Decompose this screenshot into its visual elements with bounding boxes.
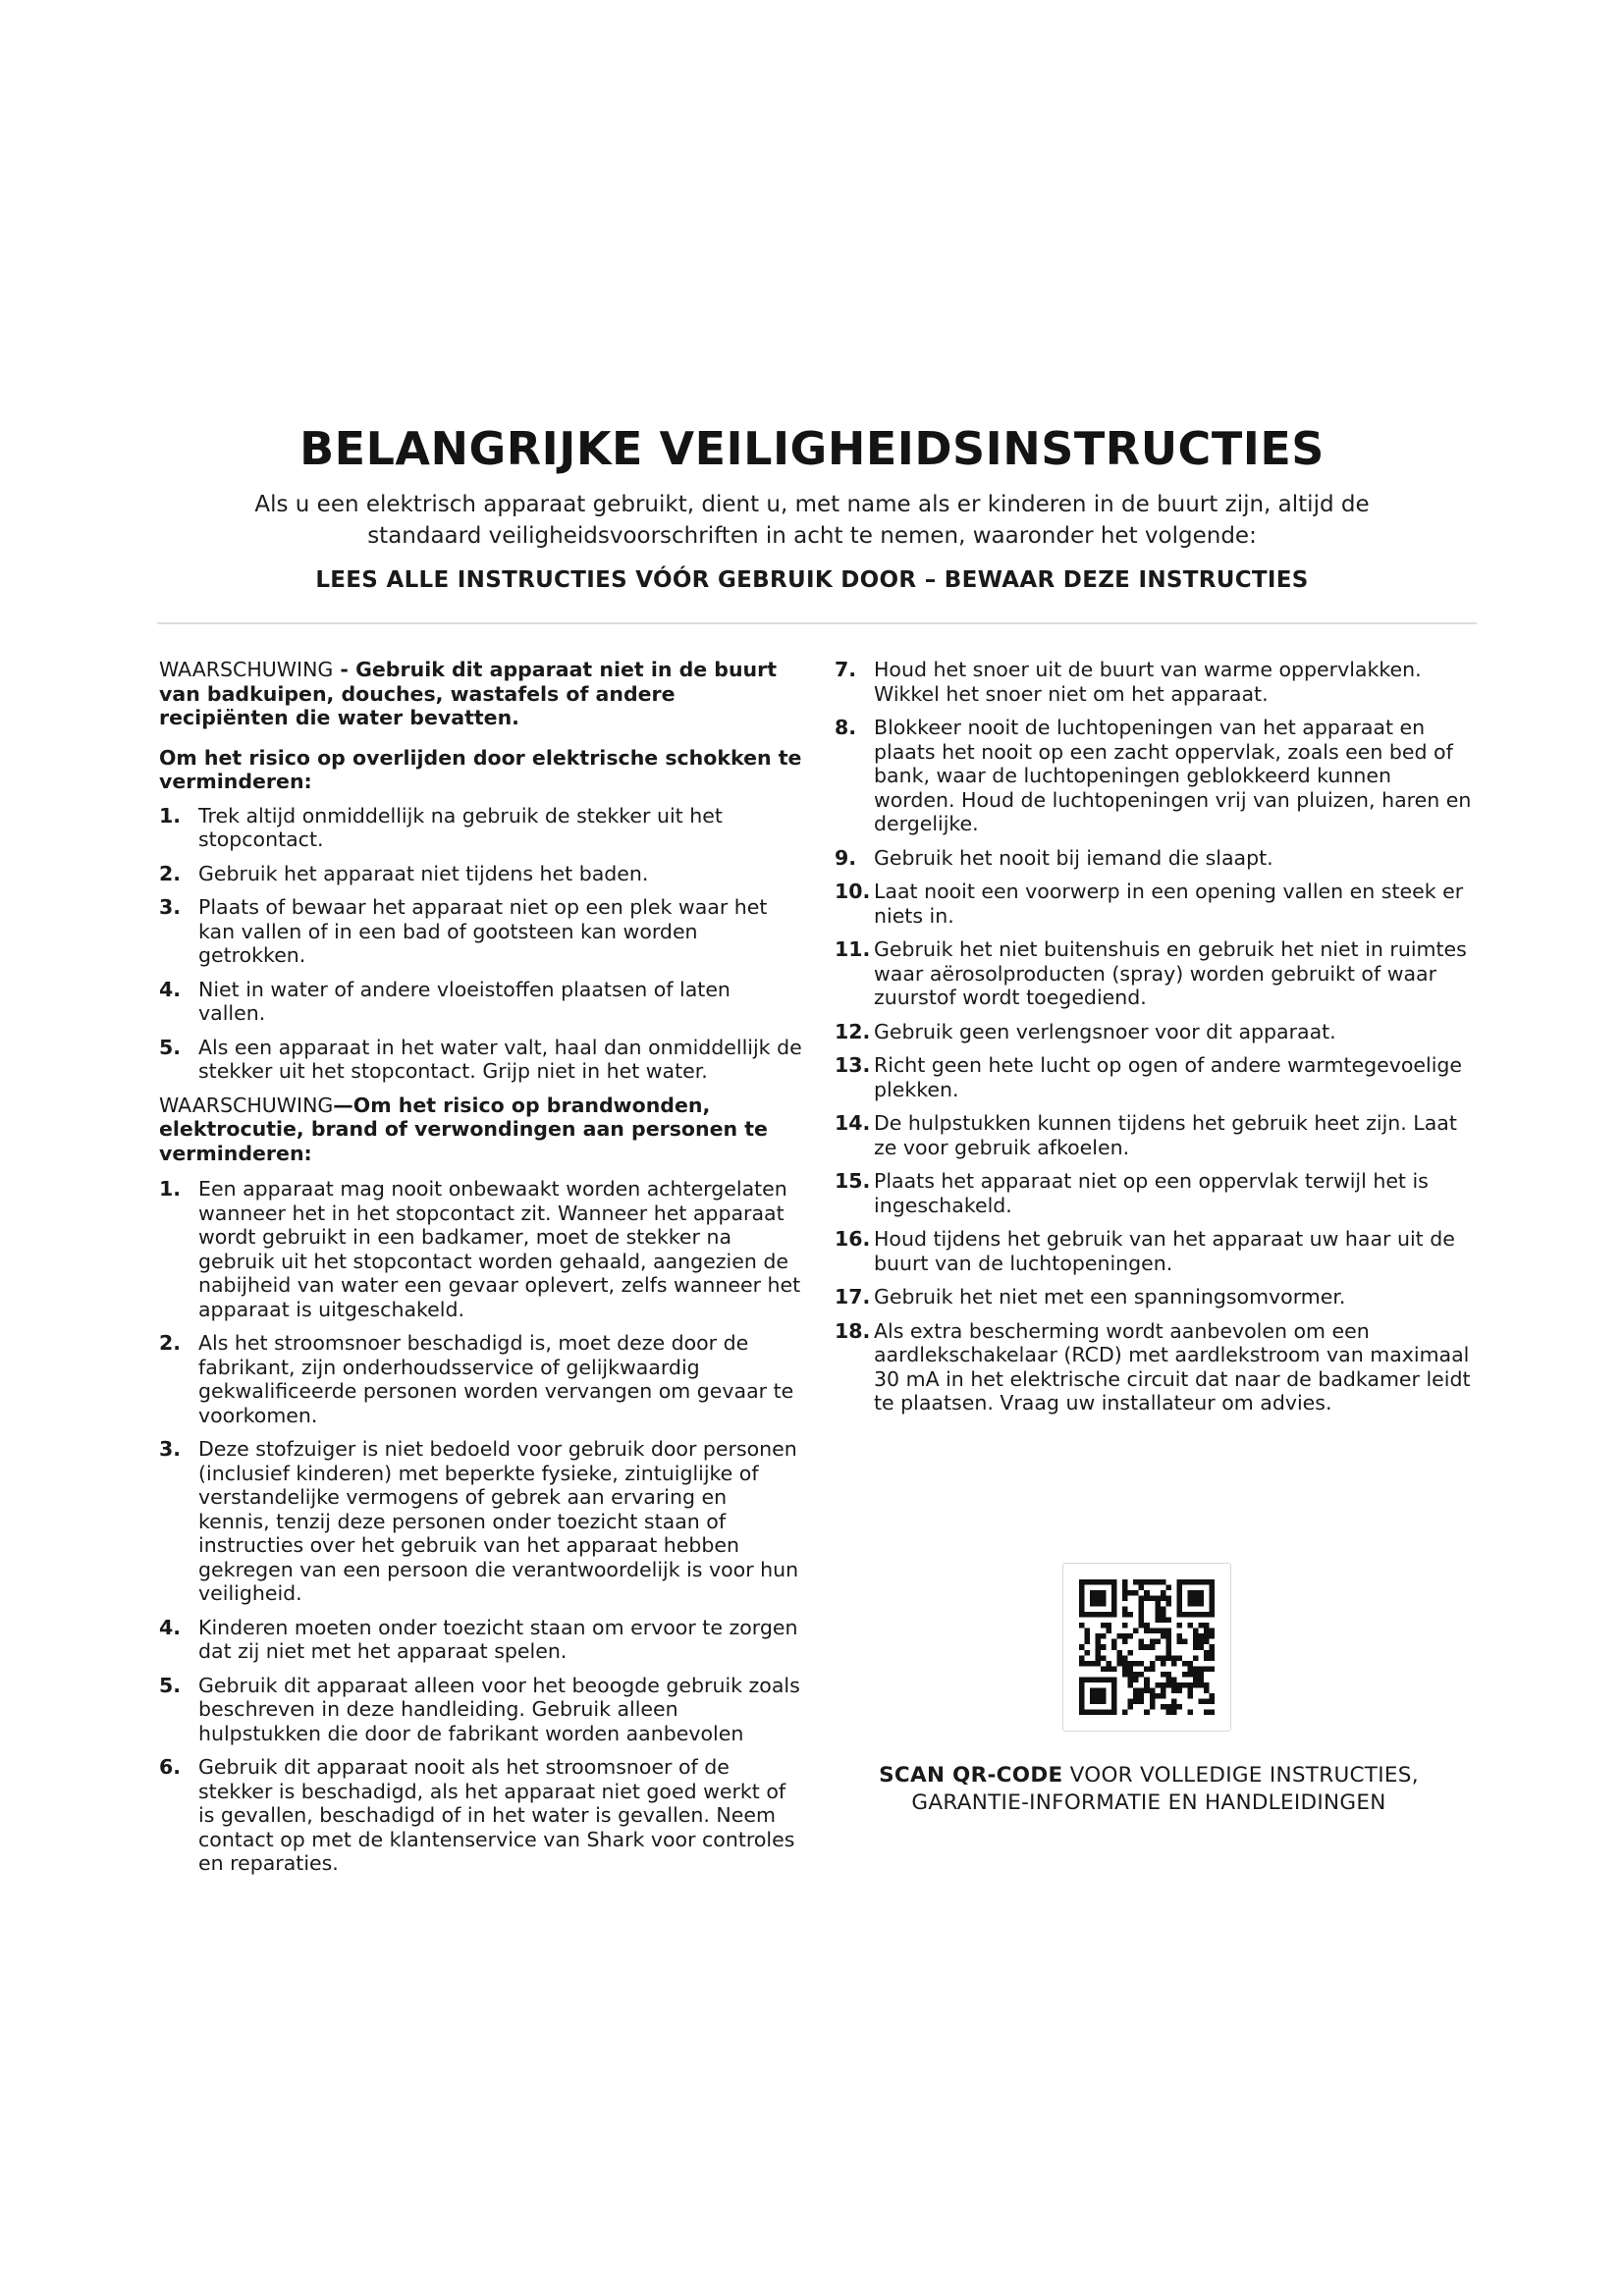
list-item <box>835 937 1473 1010</box>
item-text: Kinderen moeten onder toezicht staan om ervoor te zorgen dat zij niet met het apparaat spelen. <box>198 1615 798 1663</box>
item-number: 9. <box>835 845 857 870</box>
shock-list <box>159 804 803 1084</box>
item-number: 17. <box>835 1285 871 1308</box>
item-text: Een apparaat mag nooit onbewaakt worden achtergelaten wanneer het in het stopcontact zit. Wanneer het apparaat wordt gebruikt in een badkamer, moet de stekker na gebruik uit het stopcontact worden gehaald, aangezien de nabijheid van water een gevaar oplevert, zelfs wanneer het apparaat is uitgeschakeld. <box>198 1177 801 1321</box>
item-number: 18. <box>835 1318 871 1343</box>
list-item <box>835 1020 1473 1044</box>
instructions-list-right <box>835 658 1473 1415</box>
item-number: 3. <box>159 895 182 919</box>
item-number: 4. <box>159 977 182 1001</box>
list-item <box>835 846 1473 871</box>
item-text: Plaats het apparaat niet op een oppervlak terwijl het is ingeschakeld. <box>874 1169 1429 1217</box>
item-text: Deze stofzuiger is niet bedoeld voor gebruik door personen (inclusief kinderen) met beperkte fysieke, zintuiglijke of verstandelijke vermogens of gebrek aan ervaring en kennis, tenzij deze personen onder toezicht staan of instructies over het gebruik van het apparaat hebben gekregen van een persoon die verantwoordelijk is voor hun veiligheid. <box>198 1437 799 1605</box>
item-number: 10. <box>835 880 871 903</box>
list-item <box>159 1036 803 1084</box>
item-text: Als een apparaat in het water valt, haal dan onmiddellijk de stekker uit het stopcontact. Grijp niet in het water. <box>198 1035 802 1083</box>
list-item <box>159 1616 803 1664</box>
list-item <box>835 658 1473 706</box>
divider <box>157 622 1477 624</box>
instructions-list-left <box>159 1177 803 1876</box>
item-text: Gebruik dit apparaat nooit als het stroomsnoer of de stekker is beschadigd, als het apparaat niet goed werkt of is gevallen, beschadigd of in het water is gevallen. Neem contact op met de klantenservice van Shark voor controles en reparaties. <box>198 1755 795 1875</box>
item-text: Gebruik het niet buitenshuis en gebruik het niet in ruimtes waar aërosolproducten (spray) worden gebruikt of waar zuurstof wordt toegediend. <box>874 937 1467 1009</box>
item-number: 5. <box>159 1035 182 1059</box>
item-text: Plaats of bewaar het apparaat niet op een plek waar het kan vallen of in een bad of gootsteen kan worden getrokken. <box>198 895 768 967</box>
item-number: 1. <box>159 1177 182 1201</box>
item-number: 12. <box>835 1019 871 1043</box>
scan-qr-caption <box>854 1762 1443 1817</box>
item-number: 11. <box>835 937 871 961</box>
warning-text: —Om het risico op brandwonden, elektrocutie, brand of verwondingen aan personen te verminderen: <box>159 1093 768 1165</box>
list-item <box>159 1755 803 1876</box>
list-item <box>835 1319 1473 1415</box>
item-number: 7. <box>835 658 857 681</box>
warning-burns <box>159 1094 803 1166</box>
right-column <box>835 658 1473 1425</box>
item-text: Trek altijd onmiddellijk na gebruik de stekker uit het stopcontact. <box>198 803 723 851</box>
header <box>147 422 1477 593</box>
item-text: Niet in water of andere vloeistoffen plaatsen of laten vallen. <box>198 977 731 1025</box>
item-number: 14. <box>835 1111 871 1135</box>
item-number: 2. <box>159 861 182 885</box>
item-number: 3. <box>159 1437 182 1461</box>
item-number: 8. <box>835 716 857 739</box>
item-text: De hulpstukken kunnen tijdens het gebruik heet zijn. Laat ze voor gebruik afkoelen. <box>874 1111 1457 1159</box>
list-item <box>159 895 803 968</box>
warning-text: - Gebruik dit apparaat niet in de buurt van badkuipen, douches, wastafels of andere recipiënten die water bevatten. <box>159 658 778 729</box>
list-item <box>835 1053 1473 1101</box>
warning-label: WAARSCHUWING <box>159 658 334 681</box>
scan-qr-rest: VOOR VOLLEDIGE INSTRUCTIES, GARANTIE-INFORMATIE EN HANDLEIDINGEN <box>911 1763 1419 1815</box>
item-number: 6. <box>159 1755 182 1779</box>
intro-text: Als u een elektrisch apparaat gebruikt, dient u, met name als er kinderen in de buurt zijn, altijd de standaard veiligheidsvoorschriften in acht te nemen, waaronder het volgende: <box>254 492 1370 549</box>
scan-qr-bold: SCAN QR-CODE <box>879 1763 1063 1788</box>
item-text: Laat nooit een voorwerp in een opening vallen en steek er niets in. <box>874 880 1464 928</box>
left-column <box>159 658 803 1886</box>
item-text: Richt geen hete lucht op ogen of andere warmtegevoelige plekken. <box>874 1053 1463 1101</box>
warning-water <box>159 658 803 730</box>
item-text: Gebruik het niet met een spanningsomvormer. <box>874 1285 1346 1308</box>
shock-heading: Om het risico op overlijden door elektrische schokken te verminderen: <box>159 745 802 793</box>
item-number: 4. <box>159 1615 182 1639</box>
list-item <box>835 716 1473 836</box>
item-number: 2. <box>159 1331 182 1355</box>
item-text: Als het stroomsnoer beschadigd is, moet deze door de fabrikant, zijn onderhoudsservice of gelijkwaardig gekwalificeerde personen worden vervangen om gevaar te voorkomen. <box>198 1331 794 1427</box>
list-item <box>835 1285 1473 1309</box>
list-item <box>159 1331 803 1427</box>
list-item <box>159 1674 803 1746</box>
item-number: 16. <box>835 1227 871 1251</box>
page-title: BELANGRIJKE VEILIGHEIDSINSTRUCTIES <box>299 422 1325 475</box>
list-item <box>159 1177 803 1321</box>
list-item <box>159 978 803 1026</box>
list-item <box>835 880 1473 928</box>
item-text: Houd het snoer uit de buurt van warme oppervlakken. Wikkel het snoer niet om het apparaat. <box>874 658 1422 706</box>
item-text: Gebruik geen verlengsnoer voor dit apparaat. <box>874 1019 1336 1043</box>
item-text: Houd tijdens het gebruik van het apparaat uw haar uit de buurt van de luchtopeningen. <box>874 1227 1455 1275</box>
item-text: Gebruik het nooit bij iemand die slaapt. <box>874 845 1273 870</box>
list-item <box>835 1169 1473 1217</box>
warning-label: WAARSCHUWING <box>159 1093 334 1117</box>
list-item <box>159 804 803 852</box>
list-item <box>159 862 803 886</box>
qr-code-icon <box>1079 1579 1215 1715</box>
list-item <box>835 1227 1473 1275</box>
list-item <box>835 1111 1473 1159</box>
item-text: Gebruik dit apparaat alleen voor het beoogde gebruik zoals beschreven in deze handleiding. Gebruik alleen hulpstukken die door de fabrikant worden aanbevolen <box>198 1673 800 1745</box>
item-number: 15. <box>835 1169 871 1193</box>
item-number: 13. <box>835 1053 871 1077</box>
read-instructions-subtitle: LEES ALLE INSTRUCTIES VÓÓR GEBRUIK DOOR – BEWAAR DEZE INSTRUCTIES <box>315 567 1309 593</box>
item-number: 1. <box>159 803 182 828</box>
item-text: Als extra bescherming wordt aanbevolen om een aardlekschakelaar (RCD) met aardlekstroom van maximaal 30 mA in het elektrische circuit dat naar de badkamer leidt te plaatsen. Vraag uw installateur om advies. <box>874 1318 1471 1415</box>
qr-code[interactable] <box>1062 1563 1231 1732</box>
item-text: Gebruik het apparaat niet tijdens het baden. <box>198 861 649 885</box>
item-number: 5. <box>159 1673 182 1697</box>
list-item <box>159 1437 803 1606</box>
item-text: Blokkeer nooit de luchtopeningen van het apparaat en plaats het nooit op een zacht oppervlak, zoals een bed of bank, waar de luchtopeningen geblokkeerd kunnen worden. Houd de luchtopeningen vrij van pluizen, haren en dergelijke. <box>874 716 1472 835</box>
